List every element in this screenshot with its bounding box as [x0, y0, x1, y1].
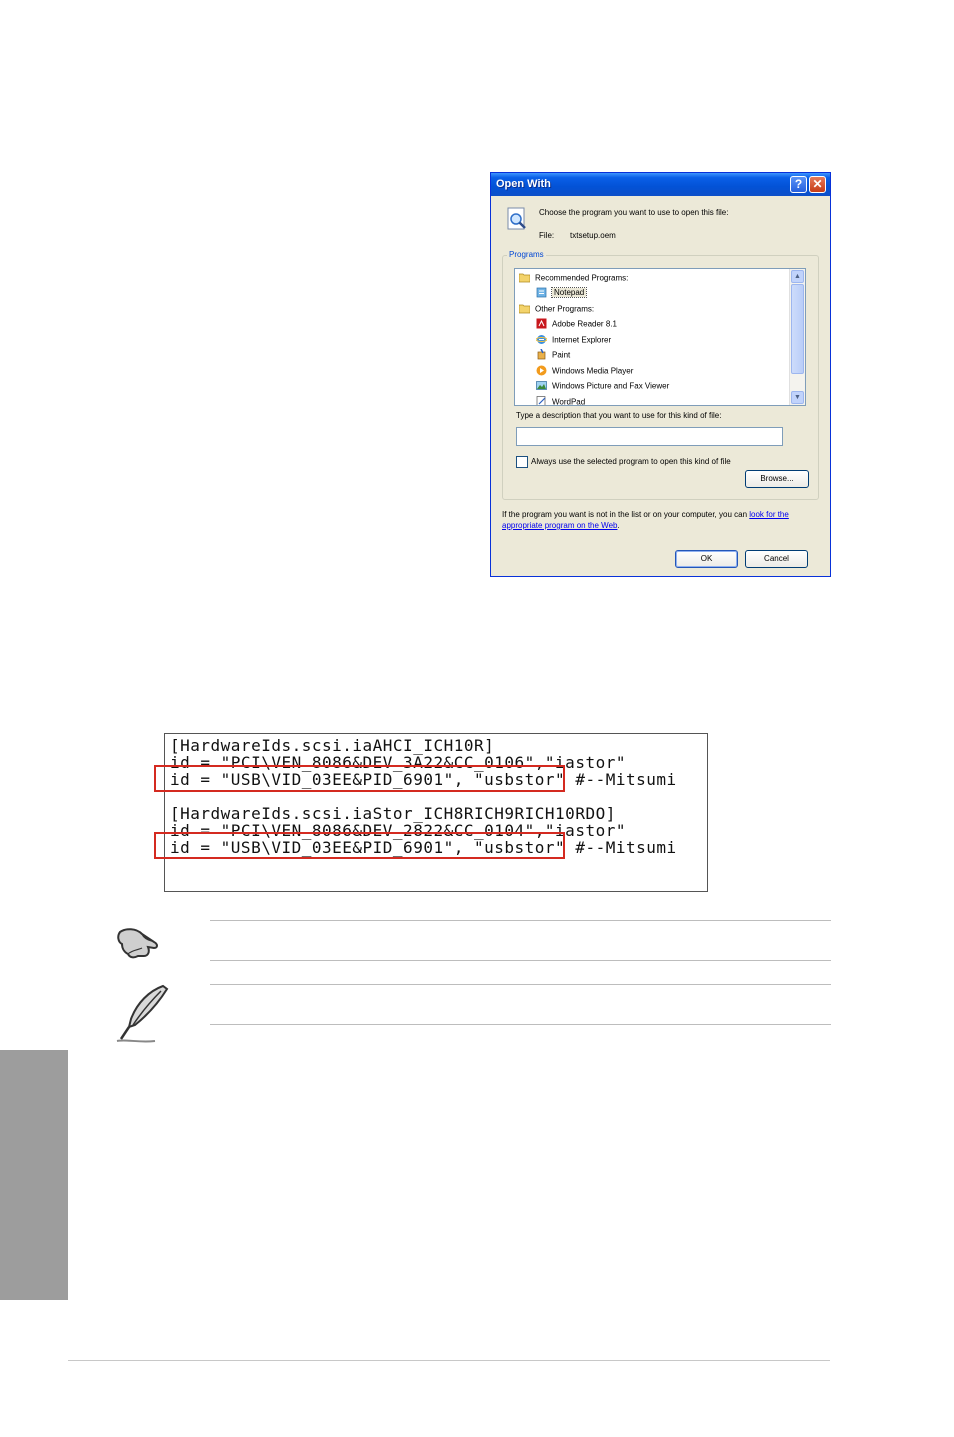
picture-viewer-icon — [536, 380, 547, 391]
programs-group-title: Programs — [509, 250, 544, 259]
list-item[interactable] — [536, 378, 669, 393]
chapter-side-tab — [0, 1050, 68, 1300]
always-use-checkbox[interactable] — [516, 456, 528, 468]
notepad-icon — [536, 287, 547, 298]
always-use-label: Always use the selected program to open this kind of file — [531, 457, 731, 466]
code-line: id = "PCI\VEN_8086&DEV_2822&CC_0104","iastor" — [170, 821, 626, 840]
caution-hand-icon — [112, 920, 172, 964]
folder-icon — [519, 272, 530, 283]
list-item[interactable] — [536, 347, 570, 362]
programs-list[interactable] — [514, 268, 806, 406]
code-line: [HardwareIds.scsi.iaAHCI_ICH10R] — [170, 736, 495, 755]
media-player-icon — [536, 365, 547, 376]
code-line: id = "PCI\VEN_8086&DEV_3A22&CC_0106","iastor" — [170, 753, 626, 772]
close-button[interactable]: ✕ — [809, 176, 826, 193]
note-quill-icon — [115, 983, 173, 1045]
browse-button[interactable]: Browse... — [745, 470, 809, 488]
help-button[interactable]: ? — [790, 176, 807, 193]
file-label: File: — [539, 231, 555, 240]
list-item-label: WordPad — [552, 397, 586, 406]
list-item[interactable] — [519, 270, 628, 285]
list-item[interactable] — [536, 363, 633, 378]
file-name: txtsetup.oem — [570, 231, 616, 240]
highlight-box — [154, 832, 565, 859]
footer-rule — [68, 1360, 830, 1361]
code-line: id = "USB\VID_03EE&PID_6901", "usbstor" #--Mitsumi — [170, 838, 677, 857]
highlight-box — [154, 765, 565, 792]
internet-explorer-icon — [536, 334, 547, 345]
dialog-titlebar — [491, 173, 830, 196]
list-item-selected[interactable] — [536, 285, 586, 300]
list-item[interactable] — [536, 394, 585, 406]
scroll-up-arrow-icon[interactable]: ▲ — [791, 270, 804, 283]
description-label: Type a description that you want to use for this kind of file: — [516, 411, 722, 420]
file-search-icon — [505, 207, 529, 231]
choose-program-prompt: Choose the program you want to use to open this file: — [539, 208, 729, 217]
wordpad-icon — [536, 396, 547, 406]
scroll-down-arrow-icon[interactable]: ▼ — [791, 391, 804, 404]
dialog-title: Open With — [496, 178, 551, 190]
note-top-rule — [210, 920, 831, 921]
list-scrollbar[interactable] — [789, 269, 805, 405]
paint-icon — [536, 349, 547, 360]
list-item[interactable] — [536, 316, 617, 331]
list-item[interactable] — [536, 332, 611, 347]
note-bottom-rule — [210, 1024, 831, 1025]
note-top-rule — [210, 984, 831, 985]
list-item-label: Recommended Programs: — [535, 273, 629, 283]
programs-group — [502, 250, 819, 500]
scroll-thumb[interactable] — [791, 284, 804, 374]
code-snippet — [164, 733, 708, 892]
cancel-button[interactable]: Cancel — [745, 550, 808, 568]
note-bottom-rule — [210, 960, 831, 961]
list-item-label: Windows Media Player — [552, 366, 634, 376]
list-item-label: Internet Explorer — [552, 335, 612, 345]
ok-button[interactable]: OK — [675, 550, 738, 568]
list-item-label: Adobe Reader 8.1 — [552, 319, 617, 329]
list-item-label: Notepad — [554, 288, 585, 298]
list-item-label: Other Programs: — [535, 304, 595, 314]
folder-icon — [519, 303, 530, 314]
adobe-reader-icon — [536, 318, 547, 329]
web-search-link[interactable]: look for the appropriate program on the Web — [502, 510, 789, 530]
list-item-label: Paint — [552, 350, 571, 360]
code-line: id = "USB\VID_03EE&PID_6901", "usbstor" #--Mitsumi — [170, 770, 677, 789]
open-with-dialog — [490, 172, 831, 577]
info-text — [502, 509, 822, 531]
list-item[interactable] — [519, 301, 594, 316]
list-item-label: Windows Picture and Fax Viewer — [552, 381, 670, 391]
code-line: [HardwareIds.scsi.iaStor_ICH8RICH9RICH10RDO] — [170, 804, 616, 823]
info-text-body: If the program you want is not in the list or on your computer, you can — [502, 510, 750, 519]
info-text-end: . — [617, 521, 620, 530]
description-input[interactable] — [516, 427, 783, 446]
